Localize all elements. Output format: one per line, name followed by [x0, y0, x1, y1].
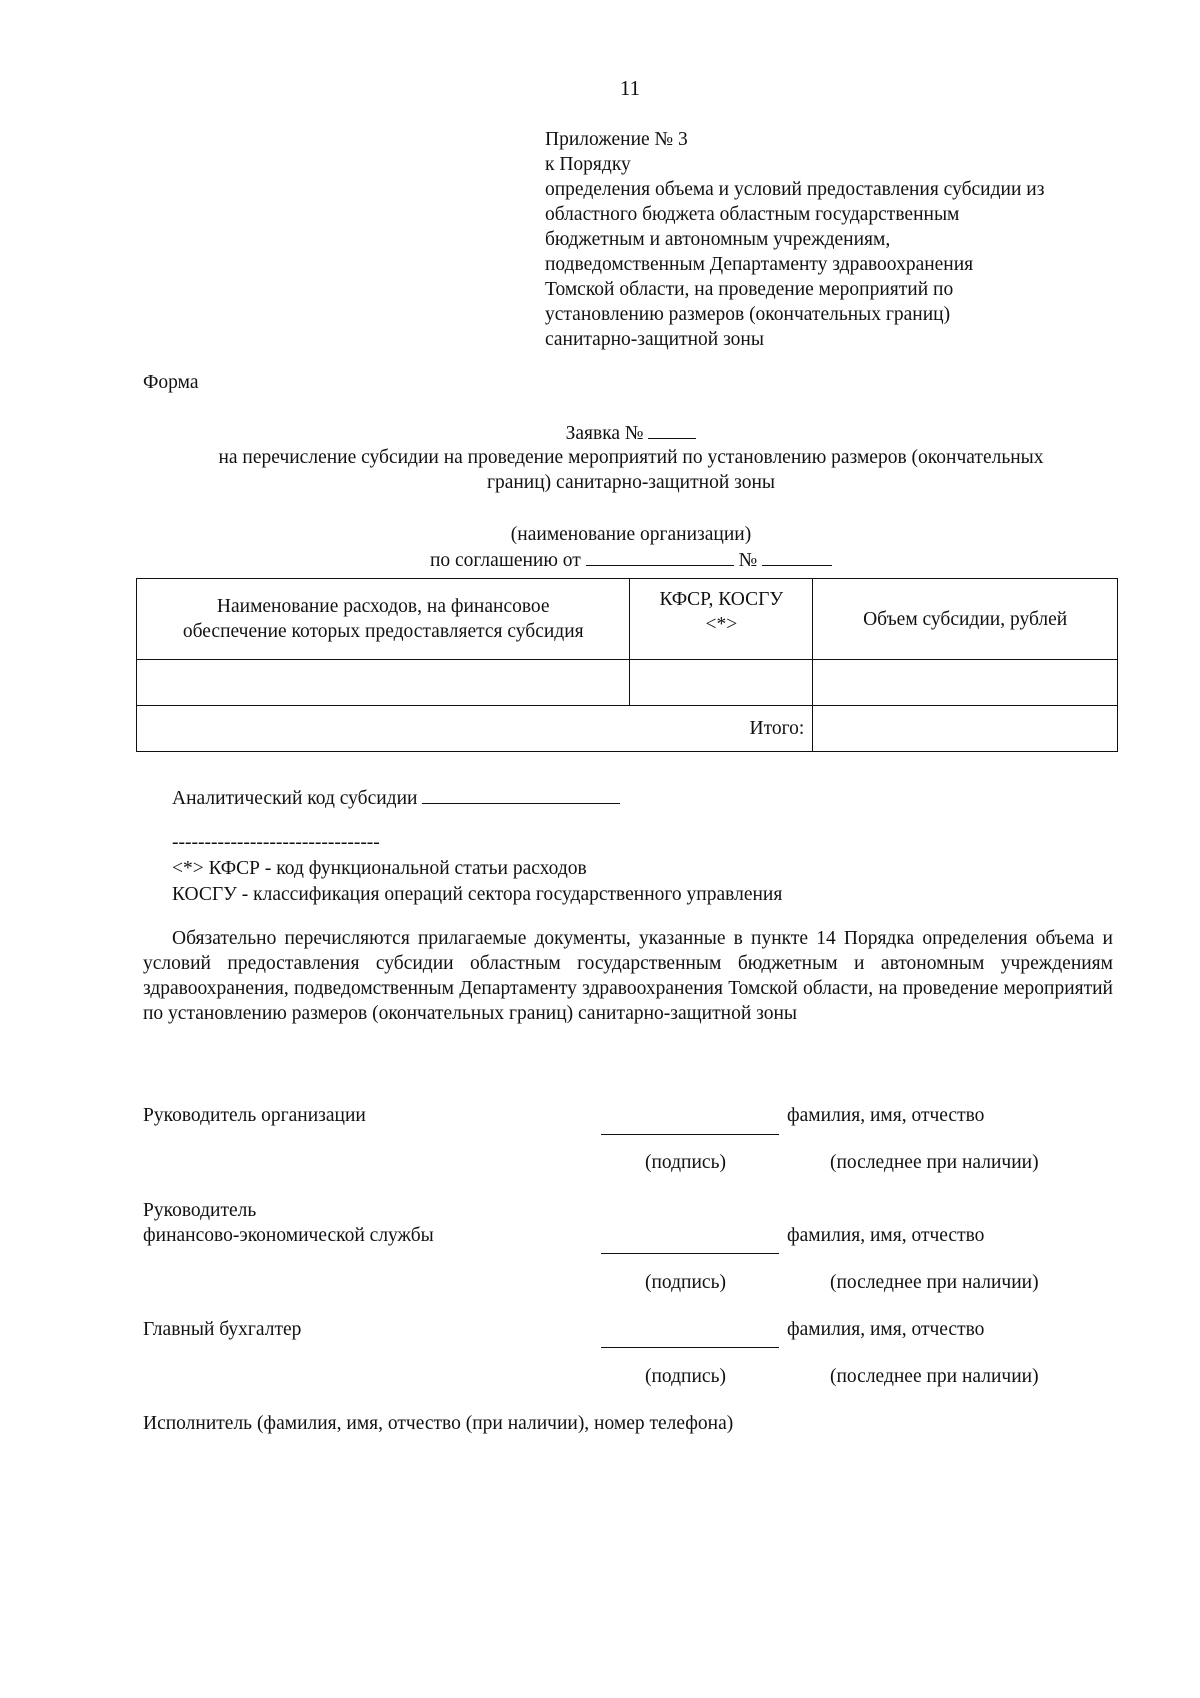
name-caption-head: фамилия, имя, отчество	[787, 1105, 985, 1126]
header-kfsr-line2: <*>	[705, 614, 738, 635]
table-row	[137, 660, 1118, 706]
page-number: 11	[619, 76, 641, 100]
table-total-row	[137, 706, 1118, 752]
signature-line-accountant[interactable]	[601, 1327, 779, 1348]
executor-line: Исполнитель (фамилия, имя, отчество (при наличии), номер телефона)	[143, 1413, 734, 1434]
analytic-code-blank[interactable]	[422, 785, 620, 804]
appendix-line: санитарно-защитной зоны	[545, 329, 764, 350]
appendix-line: Приложение № 3	[545, 129, 688, 150]
request-subtitle-line1: на перечисление субсидии на проведение мероприятий по установлению размеров (окончательных	[218, 447, 1044, 468]
request-title	[136, 420, 1126, 446]
org-name-caption: (наименование организации)	[510, 524, 752, 545]
request-number-label: Заявка №	[565, 423, 644, 444]
appendix-line: определения объема и условий предоставления субсидии из	[545, 179, 1045, 200]
appendix-block	[545, 127, 1145, 352]
agreement-prefix: по соглашению от	[429, 550, 581, 571]
header-expense-name	[137, 579, 630, 660]
subsidy-table	[136, 578, 1118, 752]
header-expense-line1: Наименование расходов, на финансовое	[216, 596, 550, 617]
total-value-cell[interactable]	[813, 706, 1118, 752]
agreement-date-blank[interactable]	[586, 547, 734, 566]
analytic-code-line	[172, 785, 620, 811]
footnote-separator: --------------------------------	[172, 832, 380, 853]
sign-caption-accountant: (подпись)	[645, 1366, 726, 1387]
agreement-number-blank[interactable]	[762, 547, 832, 566]
request-number-blank[interactable]	[648, 420, 696, 439]
signatory-title-finance: Руководитель	[143, 1200, 257, 1221]
table-cell[interactable]	[137, 660, 630, 706]
total-label: Итого:	[137, 706, 813, 752]
documents-paragraph	[143, 926, 1113, 1026]
signature-line-finance[interactable]	[601, 1233, 779, 1254]
header-kfsr-kosgu	[630, 579, 813, 660]
request-subtitle-line2: границ) санитарно-защитной зоны	[486, 472, 776, 493]
name-caption2-finance: (последнее при наличии)	[830, 1272, 1039, 1293]
agreement-number-label: №	[738, 550, 758, 571]
table-cell[interactable]	[813, 660, 1118, 706]
agreement-line	[136, 547, 1126, 573]
signatory-title-head: Руководитель организации	[143, 1105, 366, 1126]
appendix-line: областного бюджета областным государственным	[545, 204, 960, 225]
sign-caption-head: (подпись)	[645, 1152, 726, 1173]
header-kfsr-line1: КФСР, КОСГУ	[659, 589, 784, 610]
name-caption-accountant: фамилия, имя, отчество	[787, 1319, 985, 1340]
table-header-row	[137, 579, 1118, 660]
sign-caption-finance: (подпись)	[645, 1272, 726, 1293]
table-cell[interactable]	[630, 660, 813, 706]
signatory-title-accountant: Главный бухгалтер	[143, 1319, 302, 1340]
appendix-line: Томской области, на проведение мероприятий по	[545, 279, 954, 300]
signatory-title-finance-line2: финансово-экономической службы	[143, 1225, 434, 1246]
name-caption2-head: (последнее при наличии)	[830, 1152, 1039, 1173]
analytic-code-label: Аналитический код субсидии	[172, 788, 418, 809]
header-expense-line2: обеспечение которых предоставляется субсидия	[182, 621, 584, 642]
appendix-line: бюджетным и автономным учреждениям,	[545, 229, 891, 250]
appendix-line: подведомственным Департаменту здравоохранения	[545, 254, 974, 275]
footnote-line2: КОСГУ - классификация операций сектора государственного управления	[172, 884, 783, 905]
appendix-line: установлению размеров (окончательных границ)	[545, 304, 951, 325]
footnote-line1: <*> КФСР - код функциональной статьи расходов	[172, 858, 587, 879]
form-label: Форма	[143, 372, 199, 393]
documents-paragraph-text: Обязательно перечисляются прилагаемые документы, указанные в пункте 14 Порядка определения объема и условий предоставления субсидии областным государственным бюджетным и автономным учреждениям здравоохранения, подведомственным Департаменту здравоохранения Томской области, на проведение мероприятий по установлению размеров (окончательных границ) санитарно-защитной зоны	[143, 928, 1113, 1024]
signature-line-head[interactable]	[601, 1114, 779, 1135]
name-caption-finance: фамилия, имя, отчество	[787, 1225, 985, 1246]
name-caption2-accountant: (последнее при наличии)	[830, 1366, 1039, 1387]
appendix-line: к Порядку	[545, 154, 631, 175]
header-subsidy-amount: Объем субсидии, рублей	[813, 579, 1118, 660]
